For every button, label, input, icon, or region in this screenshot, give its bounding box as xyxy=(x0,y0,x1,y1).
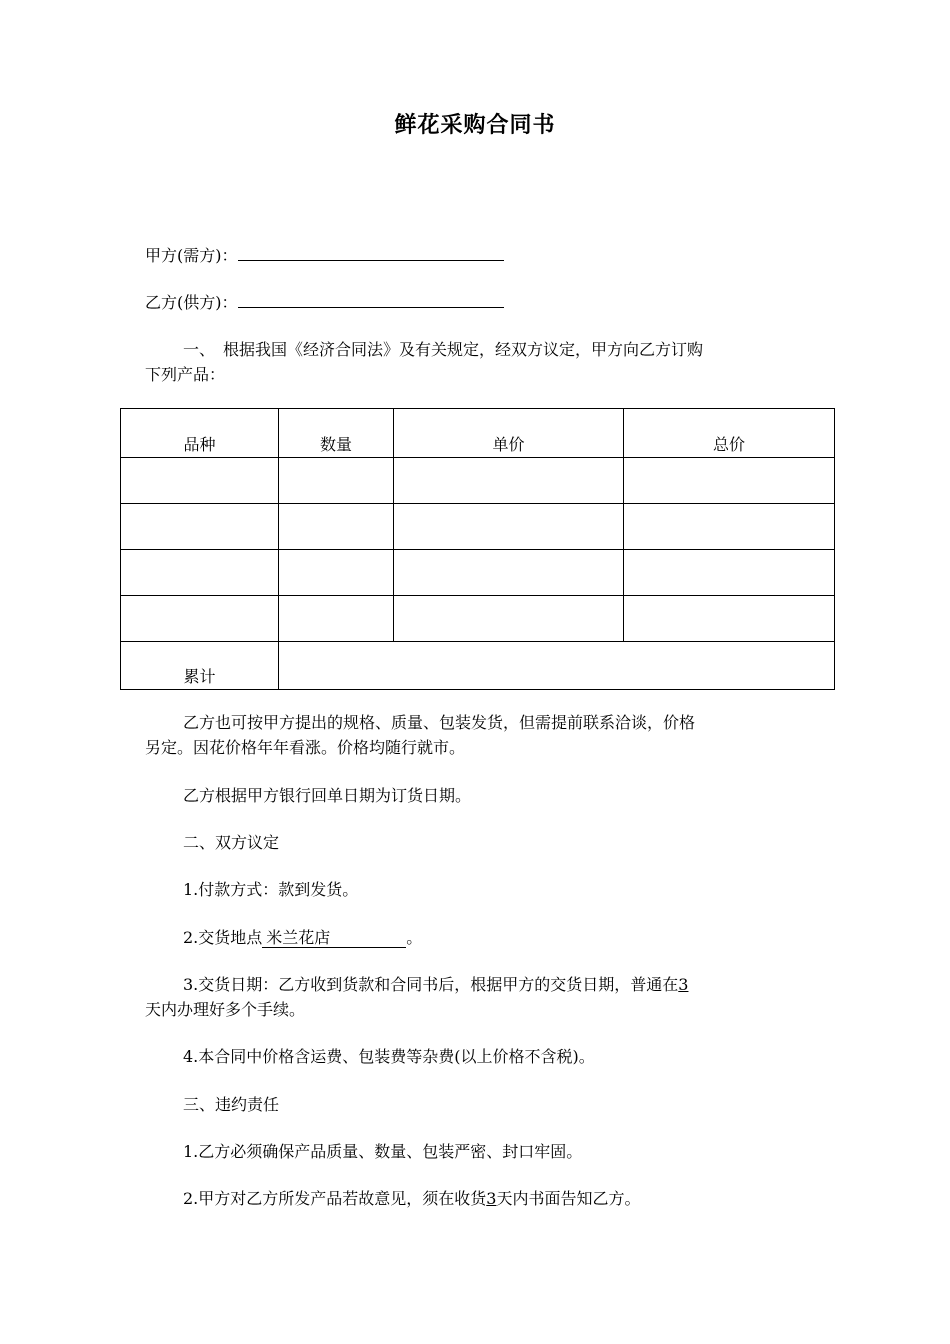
objection-notice-prefix: 2.甲方对乙方所发产品若故意见，须在收货 xyxy=(183,1189,487,1208)
table-row xyxy=(121,596,835,642)
para1-line2: 另定。因花价格年年看涨。价格均随行就市。 xyxy=(145,738,466,757)
table-cell[interactable] xyxy=(121,458,279,504)
party-b-line xyxy=(145,290,504,316)
table-cell[interactable] xyxy=(624,596,835,642)
quality-assurance-item: 1.乙方必须确保产品质量、数量、包装严密、封口牢固。 xyxy=(183,1142,583,1161)
table-cell[interactable] xyxy=(394,596,624,642)
party-b-blank xyxy=(238,291,504,308)
delivery-days-value: 3 xyxy=(678,975,689,994)
party-b-label: 乙方(供方)： xyxy=(145,293,238,312)
table-cell[interactable] xyxy=(394,458,624,504)
table-header-row xyxy=(121,409,835,458)
price-terms-item: 4.本合同中价格含运费、包装费等杂费(以上价格不含税)。 xyxy=(183,1047,595,1066)
objection-days-value: 3 xyxy=(486,1189,497,1208)
table-cell[interactable] xyxy=(394,550,624,596)
table-cell[interactable] xyxy=(394,504,624,550)
table-total-row xyxy=(121,642,835,690)
goods-table xyxy=(120,408,835,690)
table-cell[interactable] xyxy=(121,550,279,596)
party-a-blank xyxy=(238,244,504,261)
total-value-cell[interactable] xyxy=(279,642,835,690)
total-label: 累计 xyxy=(121,642,279,690)
table-cell[interactable] xyxy=(624,504,835,550)
order-date-paragraph: 乙方根据甲方银行回单日期为订货日期。 xyxy=(183,786,472,805)
delivery-date-line2: 天内办理好多个手续。 xyxy=(145,1000,306,1019)
header-quantity: 数量 xyxy=(279,409,394,458)
table-cell[interactable] xyxy=(121,596,279,642)
table-cell[interactable] xyxy=(279,596,394,642)
objection-notice-suffix: 天内书面告知乙方。 xyxy=(496,1189,641,1208)
section2-heading: 二、双方议定 xyxy=(183,833,280,852)
delivery-place-suffix: 。 xyxy=(406,928,423,947)
table-row xyxy=(121,458,835,504)
objection-notice-item xyxy=(183,1186,640,1212)
table-cell[interactable] xyxy=(279,504,394,550)
payment-method-item: 1.付款方式：款到发货。 xyxy=(183,880,359,899)
delivery-place-value: 米兰花店 xyxy=(262,929,406,948)
table-cell[interactable] xyxy=(121,504,279,550)
document-title: 鲜花采购合同书 xyxy=(394,112,556,138)
table-cell[interactable] xyxy=(279,550,394,596)
para1-line1: 乙方也可按甲方提出的规格、质量、包装发货，但需提前联系洽谈，价格 xyxy=(183,713,696,732)
table-row xyxy=(121,550,835,596)
header-variety: 品种 xyxy=(121,409,279,458)
table-cell[interactable] xyxy=(624,550,835,596)
delivery-place-prefix: 2.交货地点 xyxy=(183,928,263,947)
delivery-date-line1 xyxy=(183,972,688,998)
delivery-place-item xyxy=(183,925,422,951)
delivery-date-text: 3.交货日期：乙方收到货款和合同书后，根据甲方的交货日期，普通在 xyxy=(183,975,679,994)
party-a-label: 甲方(需方)： xyxy=(145,246,238,265)
header-unit-price: 单价 xyxy=(394,409,624,458)
table-cell[interactable] xyxy=(624,458,835,504)
party-a-line xyxy=(145,243,504,269)
section3-heading: 三、违约责任 xyxy=(183,1095,280,1114)
header-total-price: 总价 xyxy=(624,409,835,458)
clause1-line1: 一、 根据我国《经济合同法》及有关规定，经双方议定，甲方向乙方订购 xyxy=(183,340,704,359)
clause1-line2: 下列产品： xyxy=(145,365,226,384)
table-row xyxy=(121,504,835,550)
table-cell[interactable] xyxy=(279,458,394,504)
